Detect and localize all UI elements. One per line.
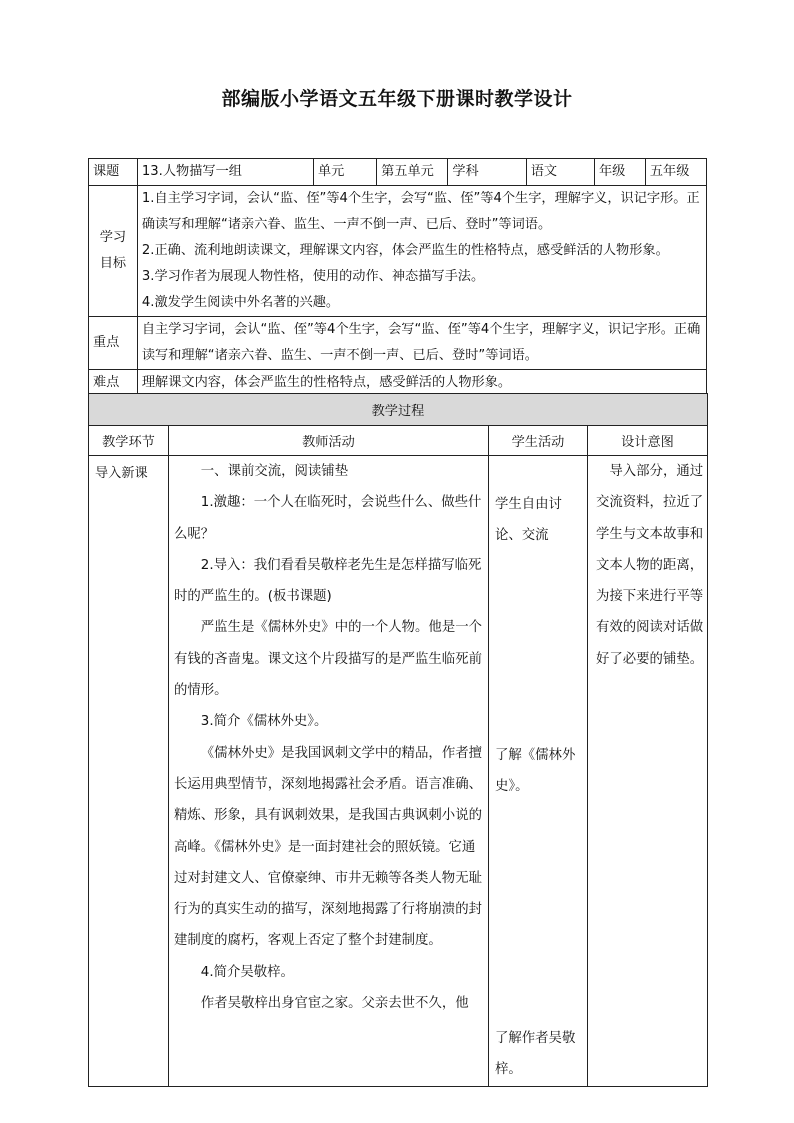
stage-cell bbox=[89, 456, 169, 1087]
goals-row bbox=[89, 186, 707, 317]
column-header: 教学环节 bbox=[89, 426, 169, 456]
student-activity-cell bbox=[489, 456, 588, 1087]
teacher-paragraph: 一、课前交流，阅读铺垫 bbox=[200, 464, 349, 479]
key-content: 自主学习字词，会认“监、侄”等4个生字，会写“监、侄”等4个生字，理解字义，识记字形。正确读写和理解“诸亲六眷、监生、一声不倒一声、已后、登时”等词语。 bbox=[137, 317, 706, 370]
goals-label bbox=[89, 186, 138, 317]
grade-value: 五年级 bbox=[645, 159, 706, 186]
goal-item: 4.激发学生阅读中外名著的兴趣。 bbox=[141, 295, 340, 310]
grade-label: 年级 bbox=[594, 159, 645, 186]
process-row bbox=[89, 456, 708, 1087]
goals-content bbox=[137, 186, 706, 317]
column-header: 学生活动 bbox=[489, 426, 588, 456]
subject-value: 语文 bbox=[526, 159, 594, 186]
key-row bbox=[89, 317, 707, 370]
topic-value: 13.人物描写一组 bbox=[137, 159, 313, 186]
unit-value: 第五单元 bbox=[377, 159, 448, 186]
unit-label: 单元 bbox=[313, 159, 376, 186]
student-activity: 了解《儒林外史》。 bbox=[495, 747, 576, 794]
design-purpose-cell bbox=[588, 456, 708, 1087]
teacher-paragraph: 1.激趣：一个人在临死时，会说些什么、做些什么呢？ bbox=[174, 495, 482, 542]
student-activity: 了解作者吴敬梓。 bbox=[495, 1031, 576, 1078]
difficulty-content: 理解课文内容，体会严监生的性格特点，感受鲜活的人物形象。 bbox=[137, 370, 706, 397]
teaching-process-table bbox=[88, 393, 708, 1087]
stage-label: 导入新课 bbox=[95, 466, 148, 481]
goals-label-line2: 目标 bbox=[99, 256, 127, 271]
student-activity: 学生自由讨论、交流 bbox=[495, 497, 562, 544]
teacher-paragraph: 作者吴敬梓出身官宦之家。父亲去世不久，他 bbox=[200, 996, 469, 1012]
info-row bbox=[89, 159, 707, 186]
subject-label: 学科 bbox=[448, 159, 526, 186]
column-header: 设计意图 bbox=[588, 426, 708, 456]
page-title: 部编版小学语文五年级下册课时教学设计 bbox=[221, 88, 573, 110]
teacher-activity-cell bbox=[169, 456, 489, 1087]
topic-label: 课题 bbox=[89, 159, 138, 186]
goal-item: 1.自主学习字词，会认“监、侄”等4个生字，会写“监、侄”等4个生字，理解字义，识记字形。正确读写和理解“诸亲六眷、监生、一声不倒一声、已后、登时”等词语。 bbox=[141, 191, 700, 232]
key-label: 重点 bbox=[89, 317, 138, 370]
teacher-paragraph: 2.导入：我们看看吴敬梓老先生是怎样描写临死时的严监生的。(板书课题) bbox=[174, 557, 482, 605]
column-header: 教师活动 bbox=[169, 426, 489, 456]
goals-label-line1: 学习 bbox=[99, 230, 127, 245]
process-header: 教学过程 bbox=[89, 394, 708, 426]
teacher-paragraph: 严监生是《儒林外史》中的一个人物。他是一个有钱的吝啬鬼。课文这个片段描写的是严监生临死前的情形。 bbox=[174, 620, 482, 699]
design-purpose-text: 导入部分，通过交流资料，拉近了学生与文本故事和文本人物的距离，为接下来进行平等有效的阅读对话做好了必要的铺垫。 bbox=[596, 464, 704, 667]
process-column-headers bbox=[89, 426, 708, 456]
goal-item: 3.学习作者为展现人物性格，使用的动作、神态描写手法。 bbox=[141, 269, 485, 284]
teacher-paragraph: 《儒林外史》是我国讽刺文学中的精品，作者擅长运用典型情节，深刻地揭露社会矛盾。语言准确、精炼、形象，具有讽刺效果，是我国古典讽刺小说的高峰。《儒林外史》是一面封建社会的照妖镜。它通过对封建文人、官僚豪绅、市井无赖等各类人物无耻行为的真实生动的描写，深刻地揭露了行将崩溃的封建制度的腐朽，客观上否定了整个封建制度。 bbox=[174, 745, 482, 949]
goal-item: 2.正确、流利地朗读课文，理解课文内容，体会严监生的性格特点，感受鲜活的人物形象。 bbox=[141, 243, 669, 258]
lesson-info-table bbox=[88, 158, 707, 397]
difficulty-label: 难点 bbox=[89, 370, 138, 397]
teacher-paragraph: 4.简介吴敬梓。 bbox=[200, 964, 294, 980]
teacher-paragraph: 3.简介《儒林外史》。 bbox=[200, 714, 328, 730]
